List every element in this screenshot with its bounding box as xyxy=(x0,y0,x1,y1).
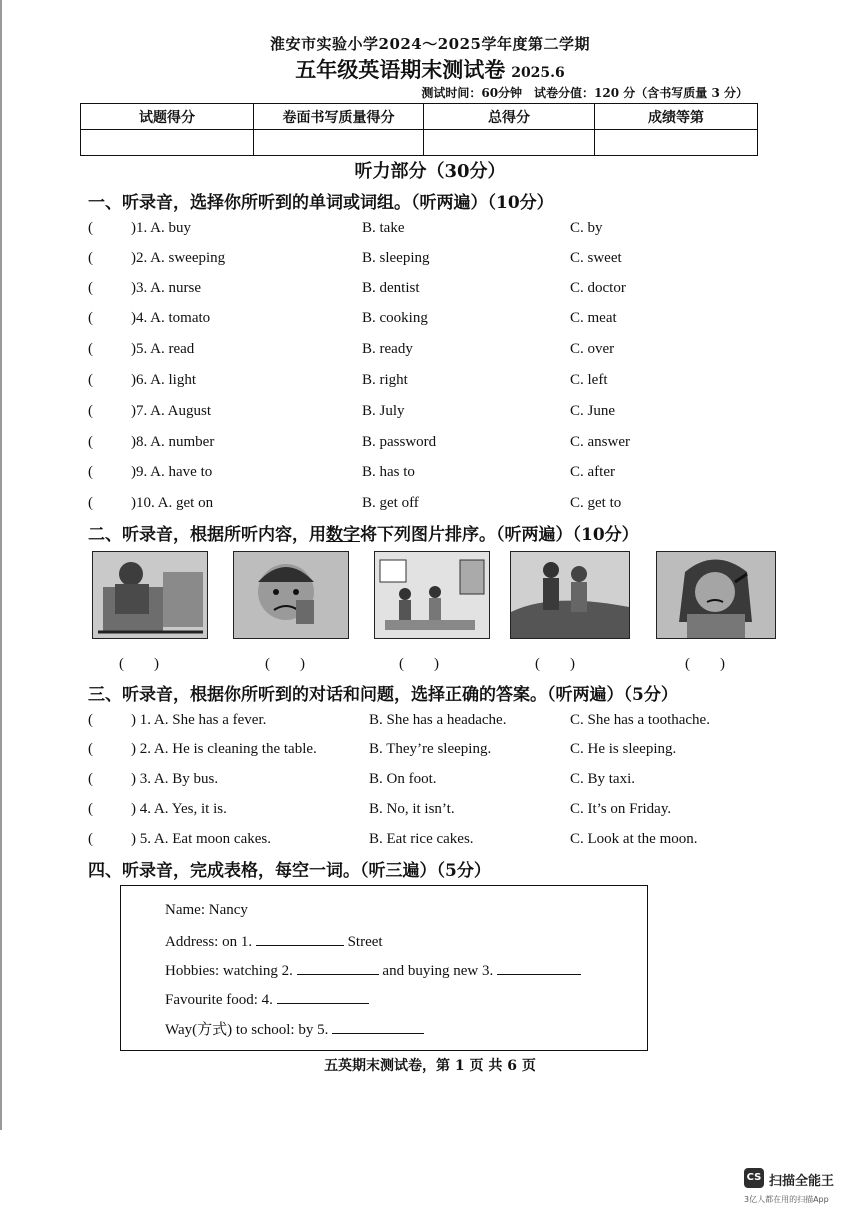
section1-answer-bracket[interactable]: ( xyxy=(88,310,93,326)
section2-title-pre: 二、听录音，根据所听内容，用 xyxy=(88,525,326,545)
score-header-cell: 试题得分 xyxy=(81,104,254,130)
section3-option-c: C. Look at the moon. xyxy=(570,831,698,847)
section3-option-c: C. By taxi. xyxy=(570,771,636,787)
exam-title xyxy=(0,54,860,84)
section1-option-a: )2. A. sweeping xyxy=(131,250,226,266)
section4-title: 四、听录音，完成表格，每空一词。（听三遍）（5分） xyxy=(88,861,491,881)
section1-option-b: B. has to xyxy=(362,464,415,480)
picture-5-answer-slot[interactable]: ( ) xyxy=(685,656,725,672)
section1-option-c: C. answer xyxy=(570,434,630,450)
section1-option-c: C. June xyxy=(570,403,615,419)
score-table xyxy=(80,103,758,156)
section1-option-c: C. doctor xyxy=(570,280,626,296)
picture-4-illustration xyxy=(511,552,629,638)
blank-4[interactable] xyxy=(277,989,369,1004)
section1-option-c: C. sweet xyxy=(570,250,622,266)
score-header-cell: 卷面书写质量得分 xyxy=(254,104,424,130)
section1-option-c: C. get to xyxy=(570,495,622,511)
section1-option-b: B. ready xyxy=(362,341,413,357)
section3-option-c: C. It’s on Friday. xyxy=(570,801,672,817)
school-line: 淮安市实验小学2024～2025学年度第二学期 xyxy=(270,35,590,53)
section3-answer-bracket[interactable]: ( xyxy=(88,741,93,757)
section1-answer-bracket[interactable]: ( xyxy=(88,250,93,266)
section3-option-c: C. She has a toothache. xyxy=(570,712,710,728)
address-suffix: Street xyxy=(347,934,383,950)
section1-option-b: B. sleeping xyxy=(362,250,430,266)
section3-option-b: B. She has a headache. xyxy=(369,712,507,728)
score-input-cell[interactable] xyxy=(254,130,424,156)
blank-1[interactable] xyxy=(256,931,344,946)
section3-option-b: B. No, it isn’t. xyxy=(369,801,455,817)
score-header-cell: 总得分 xyxy=(424,104,595,130)
section1-option-b: B. take xyxy=(362,220,405,236)
camscanner-name: 扫描全能王 xyxy=(769,1174,835,1189)
camscanner-tagline: 3亿人都在用的扫描App xyxy=(744,1195,829,1204)
section3-option-b: B. Eat rice cakes. xyxy=(369,831,474,847)
section3-answer-bracket[interactable]: ( xyxy=(88,801,93,817)
picture-4-people-outdoors xyxy=(510,551,630,639)
section1-option-a: )9. A. have to xyxy=(131,464,213,480)
address-label: Address: on 1. xyxy=(165,934,253,950)
name-line: Name: Nancy xyxy=(165,902,248,918)
section1-answer-bracket[interactable]: ( xyxy=(88,341,93,357)
address-line xyxy=(165,931,383,951)
section3-option-b: B. They’re sleeping. xyxy=(369,741,492,757)
picture-3-illustration xyxy=(375,552,489,638)
section1-answer-bracket[interactable]: ( xyxy=(88,403,93,419)
section1-answer-bracket[interactable]: ( xyxy=(88,495,93,511)
page-footer: 五英期末测试卷，第 1 页 共 6 页 xyxy=(324,1058,536,1074)
section2-title xyxy=(88,520,639,545)
section3-option-a: ) 3. A. By bus. xyxy=(131,771,219,787)
score-header-cell: 成绩等第 xyxy=(595,104,758,130)
section1-option-b: B. July xyxy=(362,403,405,419)
score-input-cell[interactable] xyxy=(595,130,758,156)
section2-title-underlined: 数字 xyxy=(326,525,360,545)
section1-answer-bracket[interactable]: ( xyxy=(88,280,93,296)
section1-option-a: )8. A. number xyxy=(131,434,215,450)
section3-answer-bracket[interactable]: ( xyxy=(88,771,93,787)
section1-answer-bracket[interactable]: ( xyxy=(88,434,93,450)
section1-option-c: C. by xyxy=(570,220,603,236)
section1-option-b: B. right xyxy=(362,372,408,388)
section1-option-a: )6. A. light xyxy=(131,372,197,388)
picture-1-answer-slot[interactable]: ( ) xyxy=(119,656,159,672)
exam-title-text: 五年级英语期末测试卷 xyxy=(295,57,506,82)
section1-option-c: C. over xyxy=(570,341,615,357)
hobbies-label: Hobbies: watching 2. xyxy=(165,963,293,979)
picture-4-answer-slot[interactable]: ( ) xyxy=(535,656,575,672)
picture-2-answer-slot[interactable]: ( ) xyxy=(265,656,305,672)
picture-5-illustration xyxy=(657,552,775,638)
picture-2-boy-toothache xyxy=(233,551,349,639)
section1-answer-bracket[interactable]: ( xyxy=(88,464,93,480)
section1-option-c: C. after xyxy=(570,464,615,480)
exam-date: 2025.6 xyxy=(511,65,565,81)
section1-option-a: )7. A. August xyxy=(131,403,212,419)
section3-option-c: C. He is sleeping. xyxy=(570,741,677,757)
section1-option-a: )3. A. nurse xyxy=(131,280,201,296)
section3-option-a: ) 1. A. She has a fever. xyxy=(131,712,267,728)
picture-5-girl-headache xyxy=(656,551,776,639)
section1-option-b: B. dentist xyxy=(362,280,420,296)
section1-option-c: C. meat xyxy=(570,310,617,326)
camscanner-logo: CS xyxy=(744,1168,764,1188)
section3-answer-bracket[interactable]: ( xyxy=(88,712,93,728)
section3-answer-bracket[interactable]: ( xyxy=(88,831,93,847)
section1-option-a: )10. A. get on xyxy=(131,495,214,511)
hobbies-line xyxy=(165,960,581,980)
section3-option-b: B. On foot. xyxy=(369,771,437,787)
score-input-cell[interactable] xyxy=(424,130,595,156)
section1-title: 一、听录音，选择你所听到的单词或词组。（听两遍）（10分） xyxy=(88,193,554,213)
info-table-box xyxy=(120,885,648,1051)
exam-info: 测试时间：60分钟 试卷分值：120 分（含书写质量 3 分） xyxy=(421,86,748,100)
way-label: Way(方式) to school: by 5. xyxy=(165,1022,329,1038)
picture-2-illustration xyxy=(234,552,348,638)
listening-title: 听力部分（30分） xyxy=(354,161,506,182)
section1-option-c: C. left xyxy=(570,372,608,388)
section3-title: 三、听录音，根据你所听到的对话和问题，选择正确的答案。（听两遍）（5分） xyxy=(88,685,678,705)
section1-option-b: B. cooking xyxy=(362,310,428,326)
food-line xyxy=(165,989,369,1009)
picture-3-answer-slot[interactable]: ( ) xyxy=(399,656,439,672)
food-label: Favourite food: 4. xyxy=(165,992,273,1008)
section3-option-a: ) 4. A. Yes, it is. xyxy=(131,801,227,817)
section1-option-a: )1. A. buy xyxy=(131,220,191,236)
section1-answer-bracket[interactable]: ( xyxy=(88,372,93,388)
section1-option-a: )5. A. read xyxy=(131,341,195,357)
hobbies-mid: and buying new 3. xyxy=(382,963,494,979)
section3-option-a: ) 2. A. He is cleaning the table. xyxy=(131,741,317,757)
section1-option-a: )4. A. tomato xyxy=(131,310,211,326)
section1-answer-bracket[interactable]: ( xyxy=(88,220,93,236)
blank-5[interactable] xyxy=(332,1019,424,1034)
blank-2[interactable] xyxy=(297,960,379,975)
section1-option-b: B. password xyxy=(362,434,437,450)
picture-3-family-kitchen xyxy=(374,551,490,639)
picture-1-boy-sick-in-bed xyxy=(92,551,208,639)
picture-1-illustration xyxy=(93,552,207,638)
section2-title-post: 将下列图片排序。（听两遍）（10分） xyxy=(360,525,639,545)
section3-option-a: ) 5. A. Eat moon cakes. xyxy=(131,831,271,847)
blank-3[interactable] xyxy=(497,960,581,975)
way-line xyxy=(165,1018,424,1039)
score-input-cell[interactable] xyxy=(81,130,254,156)
section1-option-b: B. get off xyxy=(362,495,419,511)
